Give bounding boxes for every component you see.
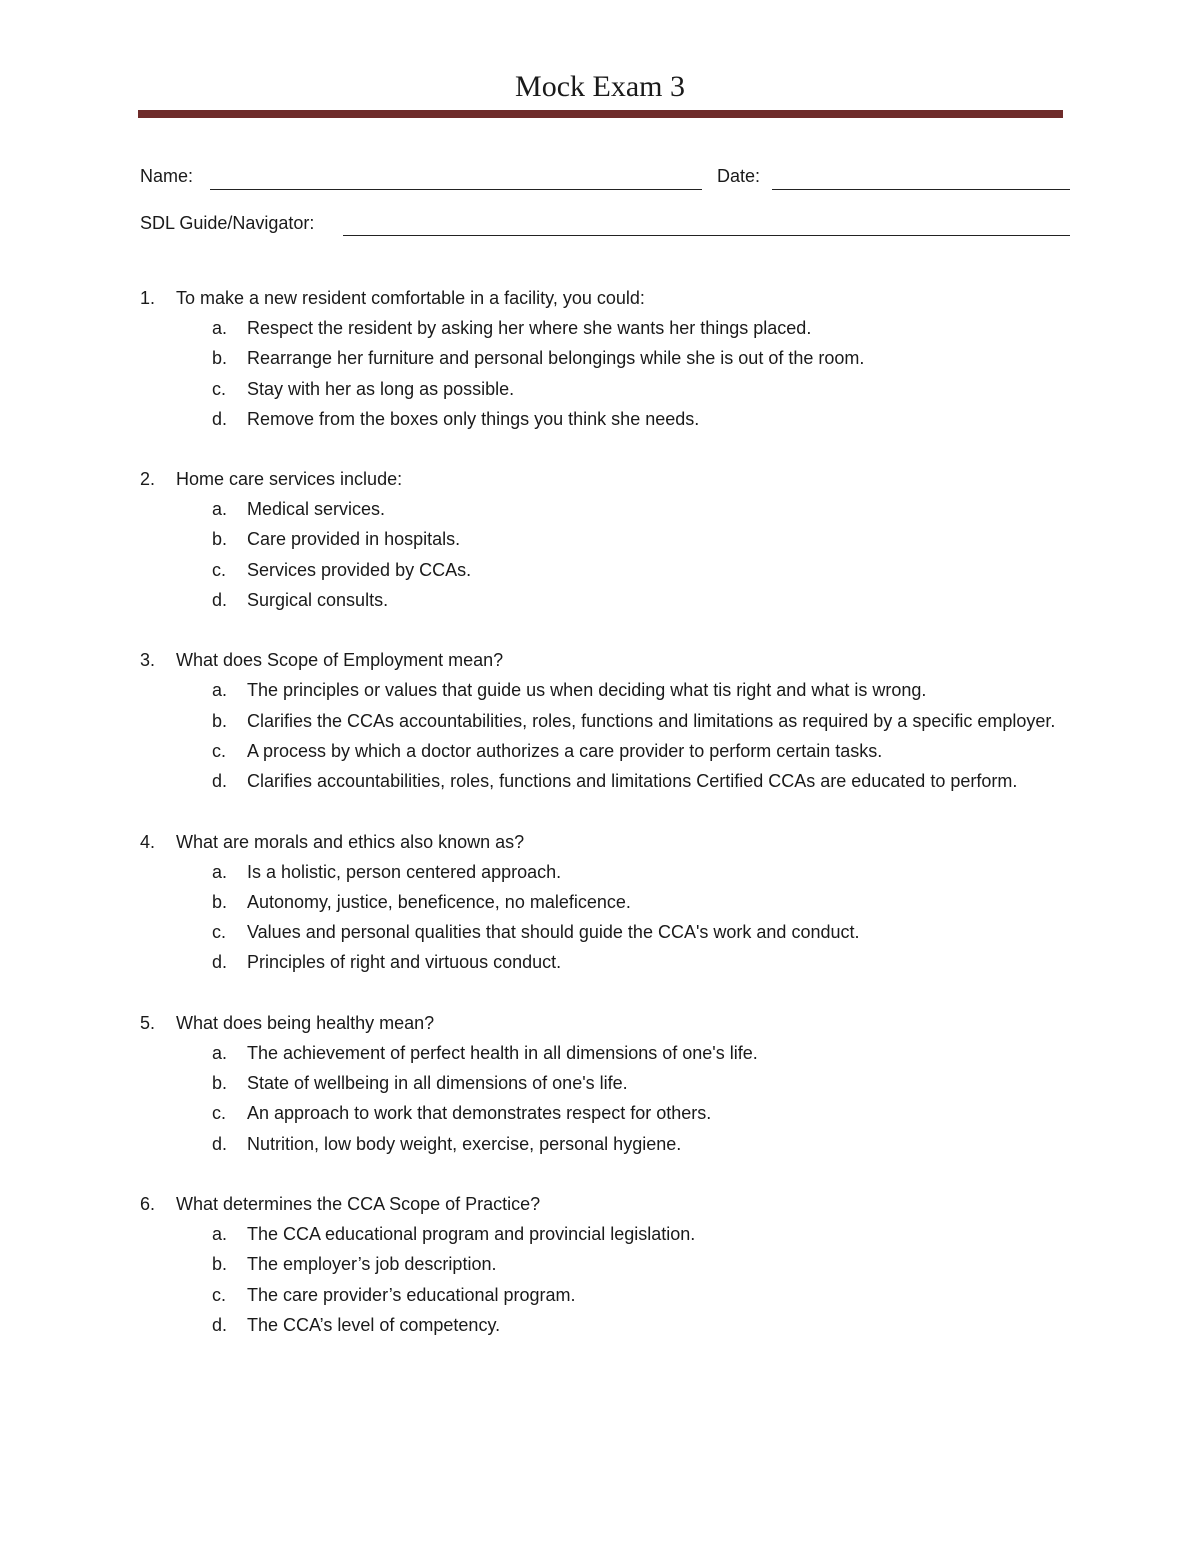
question-text: To make a new resident comfortable in a facility, you could: <box>176 288 645 308</box>
question-item <box>138 283 1068 434</box>
question-row <box>138 1189 1068 1219</box>
name-field[interactable] <box>210 189 702 190</box>
answer-option <box>138 494 1068 524</box>
answer-options <box>138 675 1068 796</box>
answer-option <box>138 343 1068 373</box>
answer-option <box>138 766 1068 796</box>
option-text: Principles of right and virtuous conduct. <box>247 952 562 973</box>
option-letter: b. <box>212 1073 228 1094</box>
option-text: Surgical consults. <box>247 590 389 611</box>
option-text: Autonomy, justice, beneficence, no maleficence. <box>247 891 631 912</box>
answer-option <box>138 1249 1068 1279</box>
option-text: The CCA educational program and provincial legislation. <box>247 1223 696 1244</box>
name-label: Name: <box>140 166 194 186</box>
answer-options <box>138 1038 1068 1159</box>
page-title: Mock Exam 3 <box>515 70 685 103</box>
guide-label: SDL Guide/Navigator: <box>140 213 315 233</box>
question-number: 3. <box>140 650 156 671</box>
option-letter: a. <box>212 861 228 882</box>
option-text: Rearrange her furniture and personal belongings while she is out of the room. <box>247 348 865 369</box>
answer-options <box>138 1219 1068 1340</box>
answer-option <box>138 555 1068 585</box>
answer-option <box>138 404 1068 434</box>
option-text: Clarifies accountabilities, roles, functions and limitations Certified CCAs are educated to perform. <box>247 771 1018 792</box>
title-divider <box>138 110 1063 118</box>
option-letter: d. <box>212 1133 228 1154</box>
answer-options <box>138 494 1068 615</box>
option-text: An approach to work that demonstrates respect for others. <box>247 1103 712 1124</box>
question-number: 1. <box>140 288 156 308</box>
question-number: 4. <box>140 831 156 852</box>
question-row <box>138 1008 1068 1038</box>
answer-option <box>138 857 1068 887</box>
option-letter: c. <box>212 740 227 761</box>
option-letter: b. <box>212 710 228 731</box>
option-letter: d. <box>212 952 228 973</box>
option-letter: c. <box>212 378 227 399</box>
question-item <box>138 645 1068 796</box>
answer-option <box>138 736 1068 766</box>
option-text: The principles or values that guide us when deciding what tis right and what is wrong. <box>247 680 927 701</box>
question-number: 5. <box>140 1012 156 1033</box>
option-text: Is a holistic, person centered approach. <box>247 861 562 882</box>
option-letter: c. <box>212 922 227 943</box>
answer-option <box>138 1038 1068 1068</box>
option-text: State of wellbeing in all dimensions of one's life. <box>247 1073 628 1094</box>
answer-option <box>138 1310 1068 1340</box>
option-letter: c. <box>212 1284 227 1305</box>
question-number: 6. <box>140 1193 156 1214</box>
option-letter: d. <box>212 590 228 611</box>
guide-field[interactable] <box>343 235 1070 236</box>
answer-option <box>138 524 1068 554</box>
answer-option <box>138 1280 1068 1310</box>
option-text: The achievement of perfect health in all dimensions of one's life. <box>247 1042 758 1063</box>
answer-option <box>138 1068 1068 1098</box>
option-text: Clarifies the CCAs accountabilities, roles, functions and limitations as required by a specific employer. <box>247 710 1056 731</box>
question-item <box>138 1008 1068 1159</box>
question-row <box>138 283 1068 313</box>
option-letter: d. <box>212 771 228 792</box>
option-text: Nutrition, low body weight, exercise, personal hygiene. <box>247 1133 682 1154</box>
option-text: A process by which a doctor authorizes a care provider to perform certain tasks. <box>247 740 883 761</box>
answer-option <box>138 887 1068 917</box>
question-item <box>138 464 1068 615</box>
option-letter: a. <box>212 499 228 520</box>
option-letter: b. <box>212 348 228 369</box>
question-item <box>138 827 1068 978</box>
answer-option <box>138 1098 1068 1128</box>
question-item <box>138 1189 1068 1340</box>
option-text: Services provided by CCAs. <box>247 559 472 580</box>
question-text: What determines the CCA Scope of Practice? <box>176 1193 541 1214</box>
option-letter: a. <box>212 680 228 701</box>
option-text: Values and personal qualities that should guide the CCA's work and conduct. <box>247 922 860 943</box>
option-text: The employer’s job description. <box>247 1254 497 1275</box>
question-text: What does being healthy mean? <box>176 1012 435 1033</box>
question-number: 2. <box>140 469 156 490</box>
option-letter: d. <box>212 408 228 429</box>
answer-options <box>138 857 1068 978</box>
option-letter: b. <box>212 529 228 550</box>
option-text: Remove from the boxes only things you think she needs. <box>247 408 700 429</box>
question-row <box>138 464 1068 494</box>
answer-option <box>138 947 1068 977</box>
option-letter: b. <box>212 891 228 912</box>
answer-option <box>138 374 1068 404</box>
answer-option <box>138 675 1068 705</box>
option-letter: b. <box>212 1254 228 1275</box>
option-letter: a. <box>212 1042 228 1063</box>
answer-options <box>138 313 1068 434</box>
answer-option <box>138 1219 1068 1249</box>
option-text: The care provider’s educational program. <box>247 1284 576 1305</box>
answer-option <box>138 585 1068 615</box>
option-text: The CCA’s level of competency. <box>247 1314 501 1335</box>
answer-option <box>138 917 1068 947</box>
option-text: Stay with her as long as possible. <box>247 378 515 399</box>
option-text: Medical services. <box>247 499 386 520</box>
option-letter: a. <box>212 318 228 338</box>
question-row <box>138 645 1068 675</box>
answer-option <box>138 313 1068 343</box>
question-text: What does Scope of Employment mean? <box>176 650 504 671</box>
question-row <box>138 827 1068 857</box>
date-label: Date: <box>717 166 761 186</box>
option-letter: d. <box>212 1314 228 1335</box>
option-letter: a. <box>212 1223 228 1244</box>
option-letter: c. <box>212 559 227 580</box>
date-field[interactable] <box>772 189 1070 190</box>
question-list <box>138 283 1068 1370</box>
option-text: Care provided in hospitals. <box>247 529 461 550</box>
option-letter: c. <box>212 1103 227 1124</box>
answer-option <box>138 706 1068 736</box>
question-text: What are morals and ethics also known as? <box>176 831 525 852</box>
option-text: Respect the resident by asking her where she wants her things placed. <box>247 318 812 338</box>
answer-option <box>138 1129 1068 1159</box>
question-text: Home care services include: <box>176 469 403 490</box>
